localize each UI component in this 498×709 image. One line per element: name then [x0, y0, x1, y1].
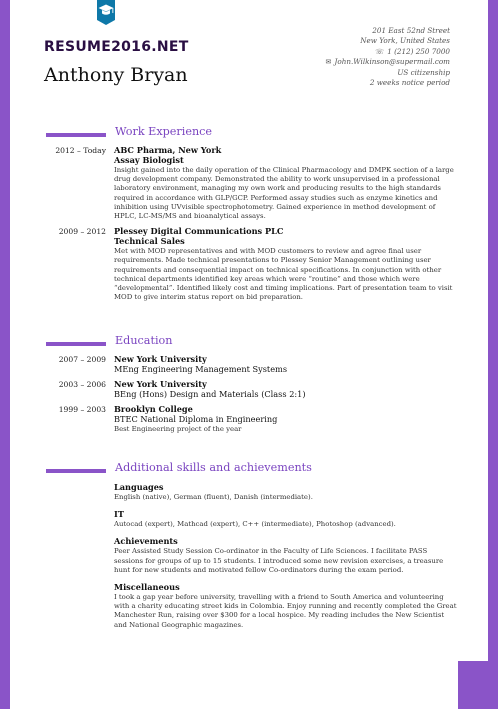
entry-institution: New York University: [114, 354, 207, 364]
section-rule: [46, 133, 106, 137]
skill-text: I took a gap year before university, travelling with a friend to South America and volunteering with a charity educating street kids in Colombia. Enjoy running and recently completed the Great Manchester Run, raising over $300 for a local hospice. My reading includes the New Scientist and National Geographic magazines.: [114, 593, 457, 629]
entry-dates: 1999 – 2003: [58, 405, 106, 414]
section-title: Work Experience: [115, 125, 213, 138]
entry-description: Met with MOD representatives and with MOD customers to review and agree final user requirements. Made technical presentations to Plessey Senior Management outlining user requirements and consequential impact on technical specifications. In conjunction with other technical departments identified key areas which were “routine” and those which were “developmental”. Identified likely cost and timing implications. Part of presentation team to visit MOD to give interim status report on bid preparation.: [114, 247, 453, 302]
email-line[interactable]: [325, 57, 450, 67]
skills-section: [0, 461, 498, 637]
contact-block: [325, 26, 450, 88]
work-experience-section: [0, 125, 498, 302]
skill-group-languages: [114, 482, 458, 502]
education-header: [0, 334, 498, 352]
section-rule: [46, 342, 106, 346]
entry-degree: BEng (Hons) Design and Materials (Class 2:1): [114, 389, 306, 399]
entry-degree: MEng Engineering Management Systems: [114, 364, 288, 374]
skill-text: Peer Assisted Study Session Co-ordinator in the Faculty of Life Sciences. I facilitate PASS sessions for groups of up to 15 students. I introduced some new revision exercises, a treasure hunt for new students and motivated fellow Co-ordinators during the exam period.: [114, 547, 444, 574]
entry-organization: Plessey Digital Communications PLC: [114, 226, 284, 237]
skill-title: Languages: [114, 482, 164, 492]
skill-title: IT: [114, 509, 124, 520]
entry-organization: ABC Pharma, New York: [114, 145, 222, 155]
skill-group-it: [114, 509, 458, 529]
candidate-name: Anthony Bryan: [44, 64, 188, 86]
phone-icon: ☏: [375, 46, 385, 56]
section-title: Additional skills and achievements: [115, 461, 312, 474]
entry-dates: 2003 – 2006: [58, 380, 106, 389]
entry-dates: 2012 – Today: [55, 146, 106, 155]
education-entry: [0, 354, 498, 374]
section-rule: [46, 469, 106, 473]
work-entry: [0, 145, 498, 221]
entry-dates: 2009 – 2012: [58, 227, 106, 237]
skill-group-achievements: [114, 536, 458, 575]
skill-title: Achievements: [114, 536, 178, 547]
phone-number: 1 (212) 250 7000: [387, 46, 450, 56]
entry-role: Technical Sales: [114, 236, 185, 247]
entry-description: Insight gained into the daily operation of the Clinical Pharmacology and DMPK section of a large drug development company. Demonstrated the ability to work unsupervised in a professional laboratory environment, managing my own work and producing results to the high standards required in accordance with GLP/GCP. Performed assay studies such as enzyme kinetics and inhibition using UVvisible spectrophotometry. Gained experience in method development of HPLC, LC-MS/MS and bioanalytical assays.: [114, 166, 454, 221]
skill-title: Miscellaneous: [114, 582, 180, 593]
entry-institution: New York University: [114, 379, 207, 389]
entry-institution: Brooklyn College: [114, 404, 193, 414]
address-line-1: 201 East 52nd Street: [372, 26, 450, 35]
entry-dates: 2007 – 2009: [58, 355, 106, 364]
envelope-icon: ✉: [325, 57, 332, 67]
phone-line: [325, 47, 450, 57]
skills-header: [0, 461, 498, 479]
skill-text: English (native), German (fluent), Danish (intermediate).: [114, 493, 313, 501]
logo-text: RESUME2016.NET: [44, 39, 189, 55]
skill-group-miscellaneous: [114, 582, 458, 630]
email-address[interactable]: John.Wilkinson@supermail.com: [334, 57, 450, 67]
corner-accent-block: [458, 661, 498, 709]
entry-role: Assay Biologist: [114, 155, 184, 165]
section-title: Education: [115, 334, 173, 347]
notice-period: 2 weeks notice period: [369, 78, 450, 88]
citizenship: US citizenship: [397, 67, 450, 77]
education-section: [0, 334, 498, 434]
graduation-cap-badge-icon: [94, 0, 118, 26]
address-line-2: New York, United States: [360, 36, 450, 46]
education-entry: [0, 404, 498, 434]
entry-note: Best Engineering project of the year: [114, 425, 242, 433]
skill-text: Autocad (expert), Mathcad (expert), C++ (intermediate), Photoshop (advanced).: [114, 520, 396, 529]
education-entry: [0, 379, 498, 399]
work-experience-header: [0, 125, 498, 143]
entry-degree: BTEC National Diploma in Engineering: [114, 414, 278, 424]
work-entry: [0, 226, 498, 302]
